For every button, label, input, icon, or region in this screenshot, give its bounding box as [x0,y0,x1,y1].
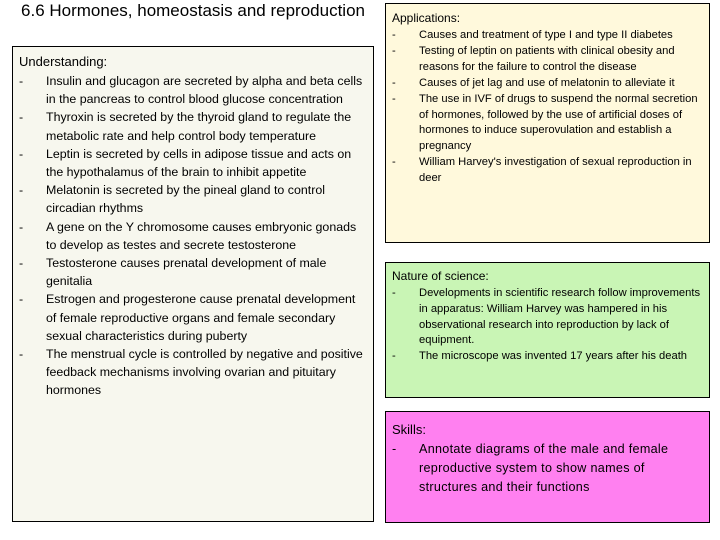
list-item-text: Leptin is secreted by cells in adipose tissue and acts on the hypothalamus of the brain to inhibit appetite [46,146,352,180]
skills-heading: Skills: [392,422,426,437]
bullet-dash: - [19,110,24,125]
list-item [392,155,703,187]
list-item [19,345,367,400]
list-item-text: William Harvey's investigation of sexual reproduction in deer [419,156,692,185]
list-item-text: A gene on the Y chromosome causes embryonic gonads to develop as testes and secrete testosterone [46,219,357,252]
list-item [392,349,703,365]
list-item-text: Insulin and glucagon are secreted by alpha and beta cells in the pancreas to control blood glucose concentration [46,74,363,107]
list-item [19,218,367,254]
applications-heading: Applications: [392,11,461,25]
list-item-text: Estrogen and progesterone cause prenatal development of female reproductive organs and female secondary sexual characteristics during puberty [46,292,356,343]
list-item-text: The menstrual cycle is controlled by negative and positive feedback mechanisms involving ovarian and pituitary hormones [46,347,363,398]
bullet-dash: - [19,219,24,234]
list-item-text: The microscope was invented 17 years after his death [419,350,688,363]
list-item [392,286,703,349]
list-item [392,44,703,76]
list-item [392,440,703,497]
list-item-text: Annotate diagrams of the male and female reproductive system to show names of structures and their functions [419,442,669,494]
skills-panel [385,411,710,523]
list-item [19,72,367,108]
bullet-dash: - [392,156,396,169]
understanding-panel [12,46,374,522]
understanding-list [19,72,367,400]
bullet-dash: - [392,350,396,363]
applications-list [392,28,703,187]
list-item-text: Causes and treatment of type I and type II diabetes [419,29,673,41]
bullet-dash: - [392,29,396,41]
bullet-dash: - [392,76,396,89]
understanding-heading: Understanding: [19,54,108,69]
list-item-text: Developments in scientific research follow improvements in apparatus: William Harvey was hampered in his observational research into reproduction by lack of equipment. [419,287,701,347]
list-item-text: Thyroxin is secreted by the thyroid gland to regulate the metabolic rate and help control body temperature [46,110,352,143]
list-item-text: Testing of leptin on patients with clinical obesity and reasons for the failure to control the disease [419,44,675,73]
list-item [392,76,703,92]
list-item-text: Testosterone causes prenatal development of male genitalia [46,256,327,289]
list-item [19,254,367,290]
bullet-dash: - [19,256,24,271]
list-item [19,181,367,217]
bullet-dash: - [19,292,24,307]
page-title: 6.6 Hormones, homeostasis and reproduction [21,1,365,20]
list-item-text: The use in IVF of drugs to suspend the normal secretion of hormones, followed by the use of artificial doses of hormones to induce superovulation and establish a pregnancy [419,92,698,153]
skills-list [392,440,703,497]
bullet-dash: - [392,287,396,299]
nature-of-science-heading: Nature of science: [392,269,489,283]
bullet-dash: - [19,146,24,161]
list-item [392,92,703,156]
list-item [392,28,703,44]
applications-panel [385,3,710,243]
list-item-text: Causes of jet lag and use of melatonin to alleviate it [419,76,675,89]
nature-of-science-list [392,286,703,365]
list-item [19,145,367,181]
bullet-dash: - [19,347,24,362]
bullet-dash: - [392,44,396,57]
bullet-dash: - [19,74,24,88]
list-item-text: Melatonin is secreted by the pineal gland to control circadian rhythms [46,183,325,216]
bullet-dash: - [392,442,397,456]
list-item [19,290,367,345]
list-item [19,108,367,144]
bullet-dash: - [392,92,396,105]
nature-of-science-panel [385,262,710,398]
bullet-dash: - [19,183,24,198]
